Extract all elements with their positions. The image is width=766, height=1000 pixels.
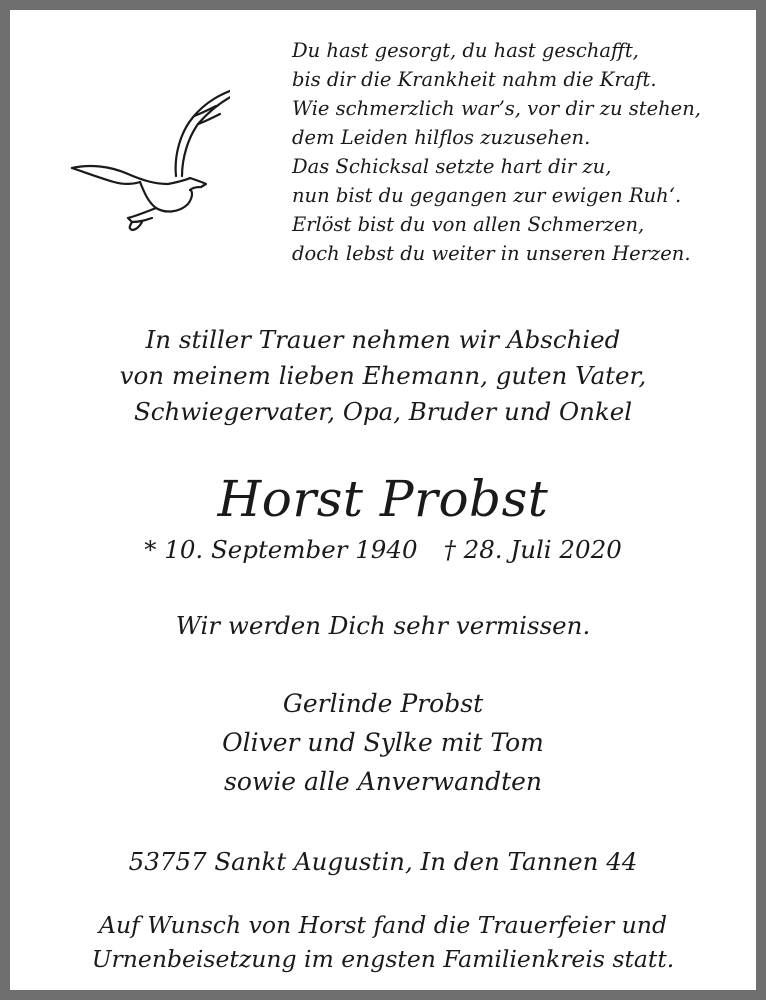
family-member: sowie alle Anverwandten [223, 767, 543, 796]
note-line: Auf Wunsch von Horst fand die Trauerfeier und [99, 911, 667, 939]
poem-line: doch lebst du weiter in unseren Herzen. [292, 242, 691, 265]
intro-line: In stiller Trauer nehmen wir Abschied [145, 325, 621, 354]
poem-line: Erlöst bist du von allen Schmerzen, [292, 213, 645, 236]
deceased-name: Horst Probst [217, 470, 549, 528]
family-list [10, 684, 756, 801]
funeral-note [10, 908, 756, 976]
poem-line: dem Leiden hilflos zuzusehen. [292, 126, 591, 149]
poem-line: bis dir die Krankheit nahm die Kraft. [292, 68, 657, 91]
birth-date: * 10. September 1940 [144, 535, 418, 564]
death-date: † 28. Juli 2020 [443, 535, 622, 564]
poem-line: Wie schmerzlich war’s, vor dir zu stehen, [292, 97, 701, 120]
family-member: Gerlinde Probst [282, 689, 484, 718]
poem-line: nun bist du gegangen zur ewigen Ruh‘. [292, 184, 682, 207]
obituary-card [10, 10, 756, 990]
intro-line: von meinem lieben Ehemann, guten Vater, [119, 361, 647, 390]
address: 53757 Sankt Augustin, In den Tannen 44 [128, 847, 638, 876]
family-member: Oliver und Sylke mit Tom [222, 728, 544, 757]
intro-line: Schwiegervater, Opa, Bruder und Onkel [133, 397, 633, 426]
poem [292, 36, 732, 268]
dove-icon [70, 84, 230, 244]
note-line: Urnenbeisetzung im engsten Familienkreis statt. [91, 945, 675, 973]
closing-line: Wir werden Dich sehr vermissen. [175, 611, 591, 640]
poem-line: Das Schicksal setzte hart dir zu, [292, 155, 612, 178]
mourning-intro [10, 322, 756, 430]
poem-line: Du hast gesorgt, du hast geschafft, [292, 39, 639, 62]
life-dates [10, 532, 756, 568]
